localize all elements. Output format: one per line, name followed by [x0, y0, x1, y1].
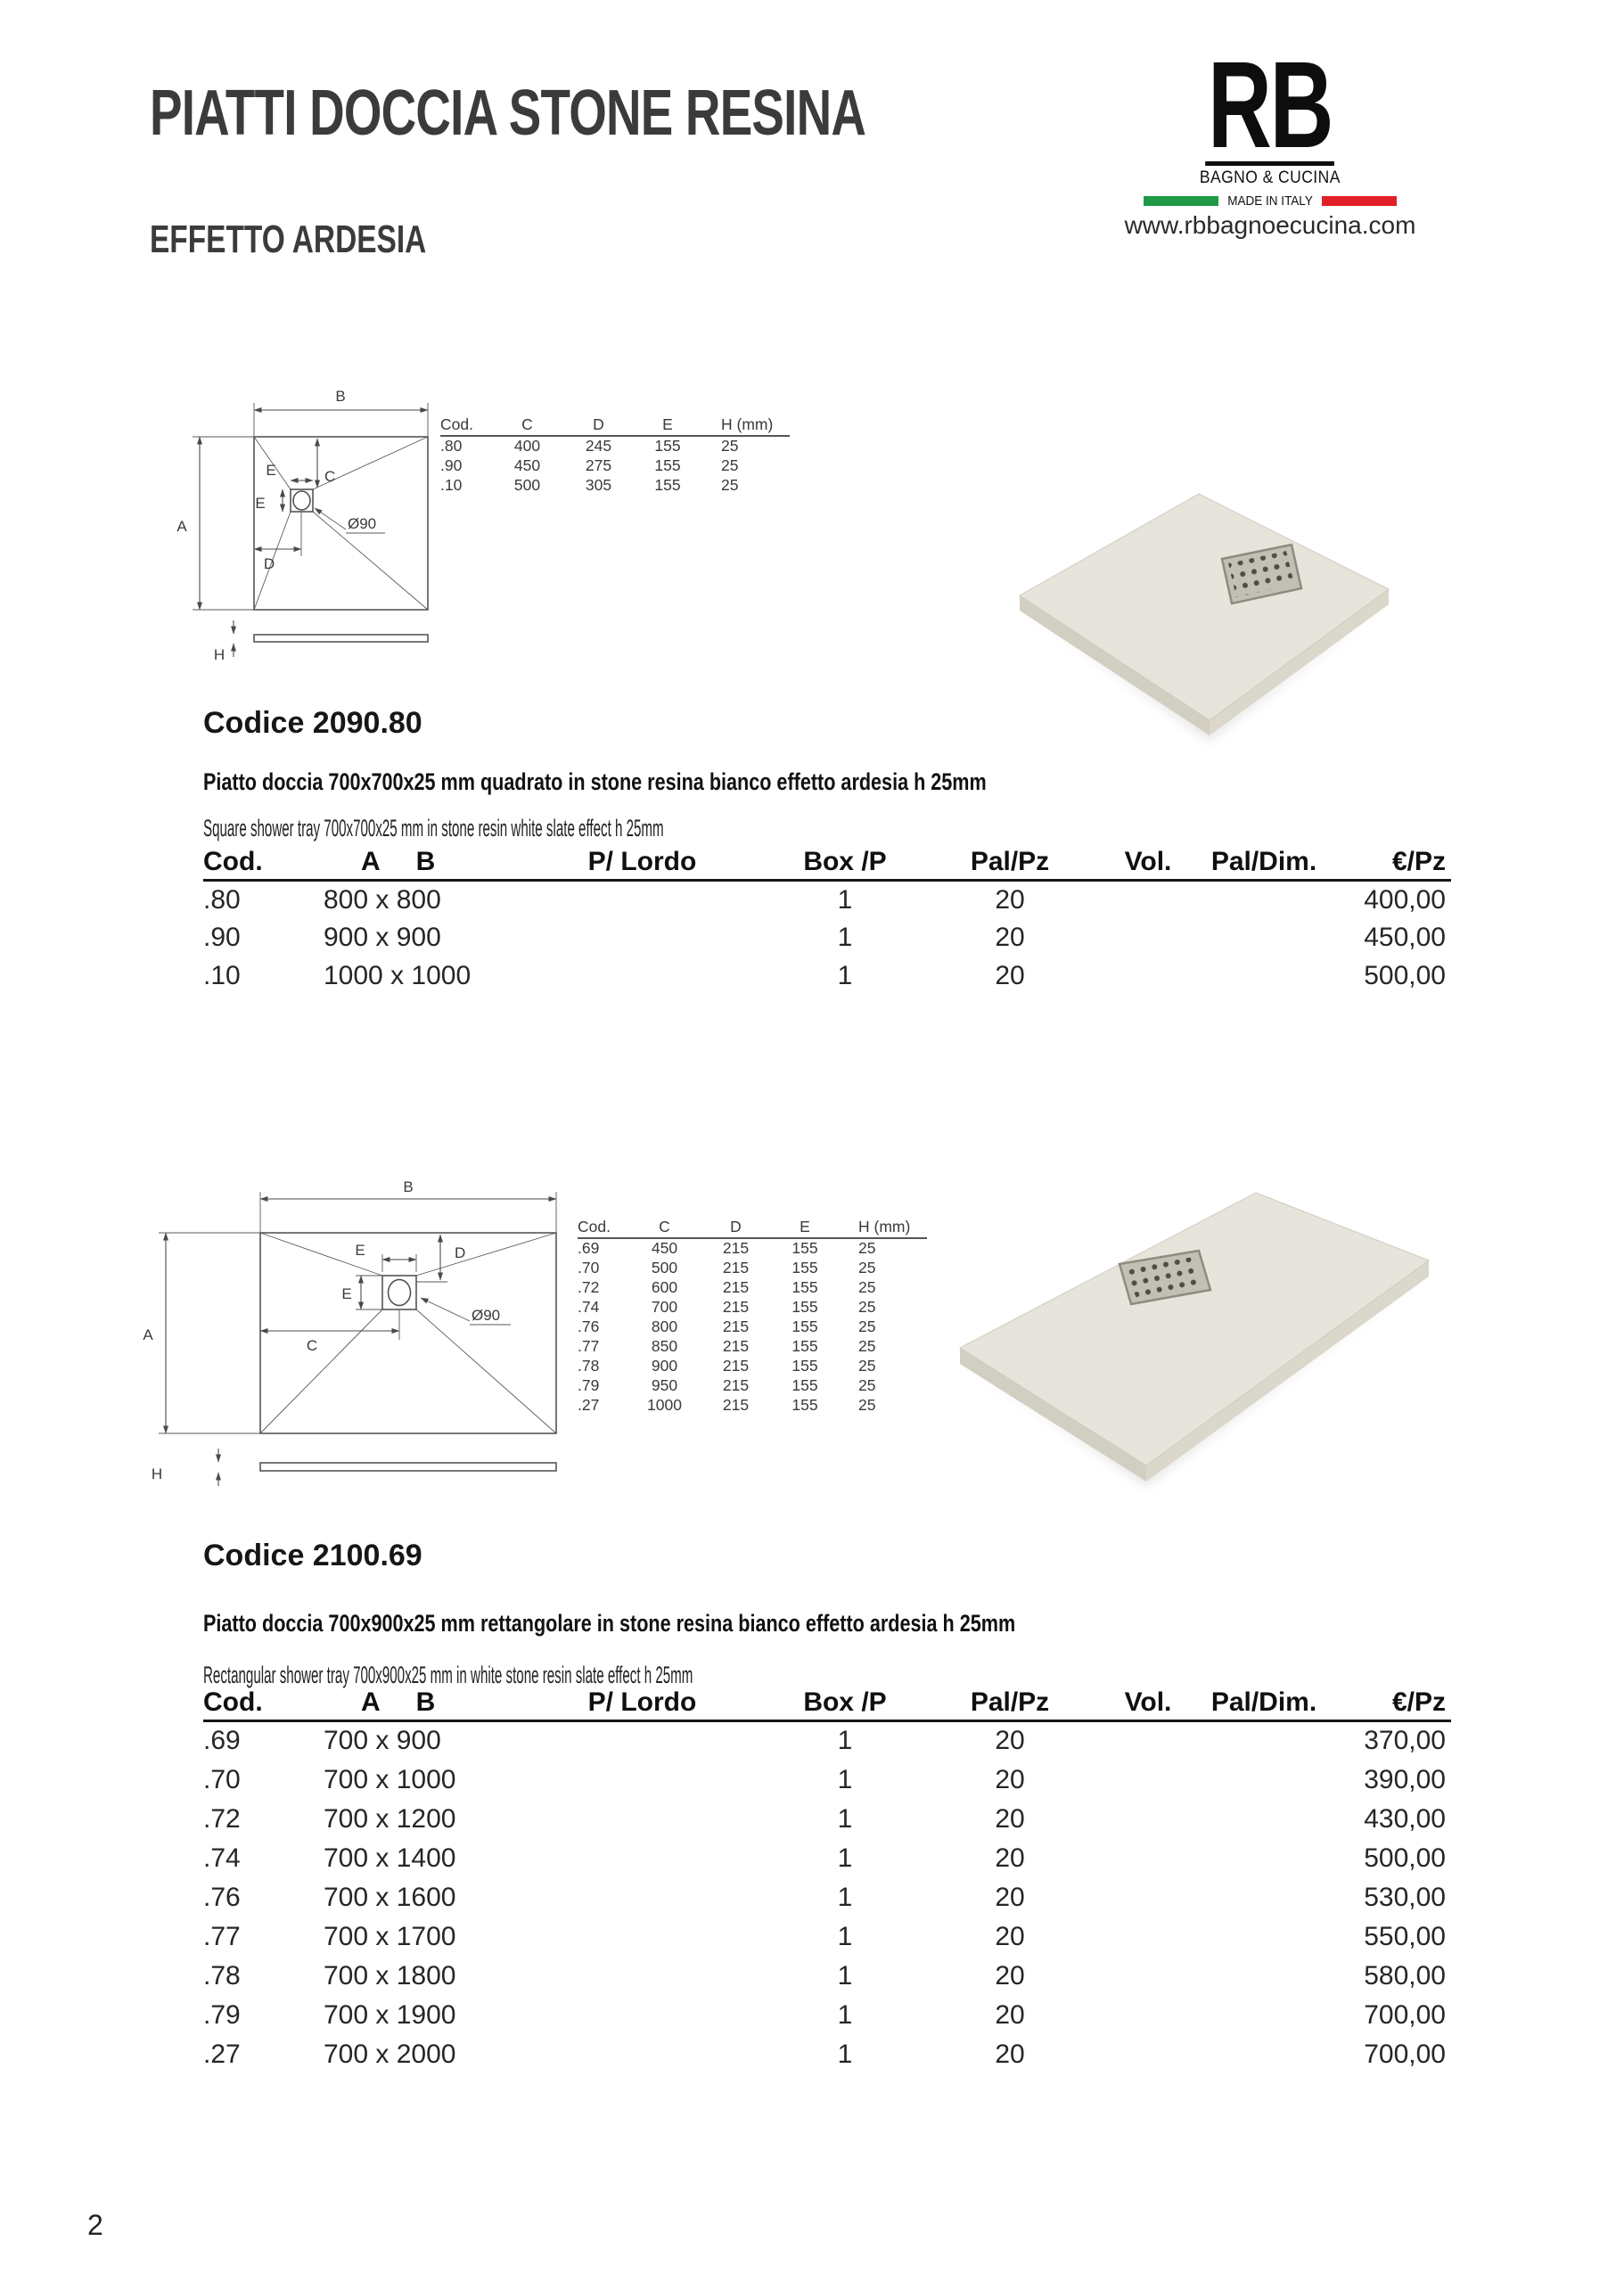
- cell: 850: [651, 1336, 678, 1355]
- cell: 530,00: [1364, 1882, 1446, 1912]
- col-pal-dim: Pal/Dim.: [1210, 847, 1317, 876]
- dim-label-h: H: [151, 1465, 163, 1482]
- cell: 1: [837, 1803, 853, 1834]
- cell: 1: [837, 1999, 853, 2030]
- cell: [1184, 919, 1344, 957]
- cell: [1112, 1878, 1184, 1917]
- cell: 215: [722, 1239, 750, 1257]
- table-row: [203, 1996, 1451, 2035]
- cell: 700,00: [1364, 2039, 1446, 2069]
- col-b: B: [415, 1687, 436, 1717]
- cell: 155: [791, 1258, 818, 1276]
- col-p-lordo: P/ Lordo: [587, 1687, 697, 1717]
- cell: 155: [791, 1239, 818, 1257]
- product-code-heading: Codice 2100.69: [203, 1539, 422, 1572]
- price-header-row: [203, 1686, 1451, 1721]
- col-eur-pz: €/Pz: [1391, 847, 1446, 876]
- cell: 1000 x 1000: [324, 961, 472, 990]
- cell: 20: [995, 2039, 1025, 2069]
- dim-label-e-left: E: [341, 1285, 352, 1302]
- dims-table-body: [578, 1238, 927, 1415]
- col-box-p: Box /P: [803, 1687, 887, 1717]
- product-photo-rect-tray: [940, 1177, 1457, 1533]
- cell: [1112, 1917, 1184, 1957]
- cell: .72: [203, 1803, 241, 1834]
- website-url: www.rbbagnoecucina.com: [1124, 211, 1416, 240]
- cell: [502, 881, 783, 919]
- cell: 20: [995, 1726, 1025, 1756]
- cell: 20: [995, 1803, 1025, 1834]
- cell: 155: [791, 1317, 818, 1335]
- price-table-2090: [203, 845, 1451, 996]
- cell: [1112, 1800, 1184, 1839]
- cell: 1: [837, 1764, 853, 1794]
- cell: .80: [203, 884, 241, 915]
- description-english: Square shower tray 700x700x25 mm in stone resin white slate effect h 25mm: [203, 815, 664, 841]
- table-row: [203, 1800, 1451, 1839]
- col-p-lordo: P/ Lordo: [587, 847, 697, 876]
- cell: .78: [203, 1960, 241, 1991]
- cell: 700 x 1900: [324, 1999, 456, 2030]
- dims-col-h: H (mm): [721, 415, 774, 433]
- cell: .27: [203, 2039, 241, 2069]
- dim-label-e-top: E: [355, 1242, 365, 1259]
- cell: 1: [837, 923, 853, 952]
- cell: .69: [203, 1726, 241, 1756]
- cell: 25: [858, 1258, 876, 1276]
- cell: 25: [721, 456, 739, 474]
- cell: 500: [513, 475, 541, 494]
- cell: .72: [578, 1277, 600, 1296]
- cell: 20: [995, 1960, 1025, 1991]
- col-a: A: [361, 1687, 381, 1717]
- cell: .90: [203, 923, 241, 952]
- cell: [1184, 2035, 1344, 2074]
- price-table-body: [203, 881, 1451, 996]
- cell: 500: [651, 1258, 678, 1276]
- table-row: [578, 1375, 927, 1395]
- cell: 550,00: [1364, 1921, 1446, 1951]
- cell: [1112, 957, 1184, 996]
- cell: .78: [578, 1356, 600, 1375]
- page-title: PIATTI DOCCIA STONE RESINA: [150, 78, 866, 149]
- cell: .10: [440, 475, 463, 494]
- table-row: [578, 1317, 927, 1336]
- table-row: [440, 436, 790, 456]
- cell: [1112, 881, 1184, 919]
- cell: .70: [203, 1764, 241, 1794]
- technical-drawing-square-tray: [160, 382, 463, 676]
- cell: 25: [721, 437, 739, 455]
- dim-label-d: D: [455, 1244, 466, 1261]
- cell: 900: [651, 1356, 678, 1375]
- cell: [1184, 1878, 1344, 1917]
- cell: 800 x 800: [324, 884, 441, 915]
- cell: 25: [858, 1277, 876, 1296]
- cell: 1: [837, 1960, 853, 1991]
- cell: [502, 1917, 783, 1957]
- tray-plan-outline: [254, 437, 428, 610]
- cell: 400: [513, 437, 541, 455]
- made-in-italy-band: [1144, 193, 1397, 209]
- dims-col-cod: Cod.: [578, 1217, 611, 1235]
- cell: [1184, 1839, 1344, 1878]
- table-row: [578, 1297, 927, 1317]
- cell: .79: [203, 1999, 241, 2030]
- cell: [1184, 1761, 1344, 1800]
- cell: 20: [995, 1921, 1025, 1951]
- cell: 25: [858, 1297, 876, 1316]
- dim-label-e-left: E: [255, 495, 266, 512]
- cell: 20: [995, 1843, 1025, 1873]
- cell: [1184, 1800, 1344, 1839]
- dims-col-c: C: [521, 415, 533, 433]
- dims-col-d: D: [593, 415, 604, 433]
- table-row: [578, 1336, 927, 1356]
- cell: 20: [995, 884, 1025, 915]
- col-pal-dim: Pal/Dim.: [1210, 1687, 1317, 1717]
- description-italian: Piatto doccia 700x900x25 mm rettangolare in stone resina bianco effetto ardesia h 25mm: [203, 1610, 1016, 1637]
- table-row: [578, 1277, 927, 1297]
- cell: 390,00: [1364, 1764, 1446, 1794]
- cell: 500,00: [1364, 1843, 1446, 1873]
- cell: 700,00: [1364, 1999, 1446, 2030]
- cell: .74: [203, 1843, 241, 1873]
- dim-label-d: D: [263, 555, 275, 572]
- stone-texture: [960, 1193, 1429, 1465]
- cell: [502, 1996, 783, 2035]
- dim-label-h: H: [213, 646, 226, 663]
- description-english: Rectangular shower tray 700x900x25 mm in white stone resin slate effect h 25mm: [203, 1662, 693, 1688]
- dims-table-body: [440, 436, 790, 495]
- cell: [502, 1721, 783, 1761]
- cell: 155: [654, 437, 681, 455]
- dims-col-e: E: [800, 1217, 810, 1235]
- cell: .80: [440, 437, 463, 455]
- cell: [1184, 1957, 1344, 1996]
- col-a: A: [361, 847, 381, 876]
- brand-logo: [1112, 37, 1428, 240]
- cell: 215: [722, 1356, 750, 1375]
- cell: 1: [837, 961, 853, 990]
- cell: 215: [722, 1395, 750, 1414]
- cell: 25: [858, 1356, 876, 1375]
- cell: [502, 1800, 783, 1839]
- cell: 580,00: [1364, 1960, 1446, 1991]
- dim-label-b: B: [403, 1179, 414, 1195]
- cell: 155: [791, 1297, 818, 1316]
- table-row: [203, 1839, 1451, 1878]
- cell: 450: [651, 1239, 678, 1257]
- cell: 700 x 2000: [324, 2039, 456, 2069]
- page-number: 2: [87, 2209, 103, 2241]
- dims-col-cod: Cod.: [440, 415, 473, 433]
- cell: 20: [995, 1999, 1025, 2030]
- cell: .90: [440, 456, 463, 474]
- table-row: [203, 1721, 1451, 1761]
- table-row: [203, 1761, 1451, 1800]
- cell: .74: [578, 1297, 600, 1316]
- cell: .70: [578, 1258, 600, 1276]
- col-cod: Cod.: [203, 847, 263, 876]
- cell: [502, 1878, 783, 1917]
- col-vol: Vol.: [1124, 847, 1172, 876]
- table-row: [578, 1395, 927, 1415]
- col-cod: Cod.: [203, 1687, 263, 1717]
- description-italian: Piatto doccia 700x700x25 mm quadrato in stone resina bianco effetto ardesia h 25mm: [203, 768, 987, 795]
- col-vol: Vol.: [1124, 1687, 1172, 1717]
- col-a-b: [315, 845, 502, 881]
- cell: [1112, 1721, 1184, 1761]
- cell: 215: [722, 1277, 750, 1296]
- cell: 25: [858, 1375, 876, 1394]
- cell: [1112, 1761, 1184, 1800]
- cell: [502, 1761, 783, 1800]
- cell: 700 x 1000: [324, 1764, 456, 1794]
- col-box-p: Box /P: [803, 847, 887, 876]
- table-row: [578, 1258, 927, 1277]
- cell: [502, 2035, 783, 2074]
- cell: 20: [995, 961, 1025, 990]
- cell: 25: [858, 1395, 876, 1414]
- cell: 600: [651, 1277, 678, 1296]
- cell: 500,00: [1364, 961, 1446, 990]
- cell: [1184, 881, 1344, 919]
- cell: .69: [578, 1239, 600, 1257]
- cell: 155: [791, 1277, 818, 1296]
- flag-green-bar: [1144, 196, 1218, 206]
- cell: 450,00: [1364, 923, 1446, 952]
- cell: 155: [791, 1336, 818, 1355]
- cell: [1112, 2035, 1184, 2074]
- dims-col-c: C: [659, 1217, 670, 1235]
- cell: 215: [722, 1317, 750, 1335]
- product-photo-square-tray: [985, 446, 1413, 749]
- cell: 1: [837, 1882, 853, 1912]
- cell: 275: [585, 456, 612, 474]
- cell: 215: [722, 1258, 750, 1276]
- cell: 700 x 1700: [324, 1921, 456, 1951]
- cell: .10: [203, 961, 241, 990]
- table-row: [203, 957, 1451, 996]
- drain-hole-icon: [389, 1280, 411, 1306]
- cell: 215: [722, 1297, 750, 1316]
- dim-label-a: A: [143, 1326, 153, 1343]
- table-row: [440, 475, 790, 495]
- cell: .77: [578, 1336, 600, 1355]
- cell: 430,00: [1364, 1803, 1446, 1834]
- cell: 900 x 900: [324, 923, 441, 952]
- cell: 700: [651, 1297, 678, 1316]
- cell: 1: [837, 1921, 853, 1951]
- col-a-b: [315, 1686, 502, 1721]
- table-row: [203, 1917, 1451, 1957]
- dimension-table-2100: [578, 1216, 927, 1415]
- dim-label-b: B: [335, 388, 346, 405]
- dims-col-d: D: [730, 1217, 742, 1235]
- dim-label-c: C: [306, 1337, 318, 1354]
- dims-header-row: [578, 1216, 927, 1238]
- cell: .79: [578, 1375, 600, 1394]
- technical-drawing-rect-tray: [134, 1179, 633, 1490]
- cell: [1112, 1839, 1184, 1878]
- cell: [1184, 1917, 1344, 1957]
- cell: [502, 1839, 783, 1878]
- drain-diameter-label: Ø90: [348, 515, 377, 532]
- cell: 155: [791, 1395, 818, 1414]
- price-table-body: [203, 1721, 1451, 2074]
- cell: 245: [585, 437, 612, 455]
- table-row: [203, 1878, 1451, 1917]
- table-row: [578, 1238, 927, 1258]
- price-table-2100: [203, 1686, 1451, 2074]
- dim-label-c: C: [324, 468, 336, 485]
- page-subtitle: EFFETTO ARDESIA: [150, 218, 427, 261]
- cell: .76: [578, 1317, 600, 1335]
- price-header-row: [203, 845, 1451, 881]
- cell: [1184, 957, 1344, 996]
- dims-col-h: H (mm): [858, 1217, 911, 1235]
- cell: [1112, 919, 1184, 957]
- cell: .77: [203, 1921, 241, 1951]
- cell: 155: [791, 1375, 818, 1394]
- dimension-table-2090: [440, 414, 790, 495]
- cell: 700 x 1400: [324, 1843, 456, 1873]
- table-row: [203, 1957, 1451, 1996]
- cell: 1000: [647, 1395, 682, 1414]
- tray-side-view: [260, 1463, 556, 1471]
- dims-header-row: [440, 414, 790, 436]
- cell: 1: [837, 2039, 853, 2069]
- cell: 700 x 900: [324, 1726, 441, 1756]
- col-pal-pz: Pal/Pz: [970, 847, 1050, 876]
- table-row: [203, 2035, 1451, 2074]
- cell: 25: [858, 1317, 876, 1335]
- cell: 370,00: [1364, 1726, 1446, 1756]
- cell: 20: [995, 923, 1025, 952]
- cell: .76: [203, 1882, 241, 1912]
- cell: [1184, 1996, 1344, 2035]
- dim-label-a: A: [176, 518, 187, 535]
- table-row: [578, 1356, 927, 1375]
- dims-col-e: E: [662, 415, 673, 433]
- cell: 25: [858, 1239, 876, 1257]
- logo-monogram: RB: [1206, 52, 1335, 166]
- cell: [1184, 1721, 1344, 1761]
- cell: [502, 919, 783, 957]
- cell: 155: [654, 475, 681, 494]
- cell: 700 x 1200: [324, 1803, 456, 1834]
- cell: 25: [721, 475, 739, 494]
- product-code-heading: Codice 2090.80: [203, 706, 422, 740]
- drain-diameter-label: Ø90: [472, 1307, 501, 1324]
- cell: 400,00: [1364, 884, 1446, 915]
- cell: 155: [791, 1356, 818, 1375]
- cell: 20: [995, 1882, 1025, 1912]
- made-in-label: MADE IN ITALY: [1227, 193, 1313, 209]
- col-eur-pz: €/Pz: [1391, 1687, 1446, 1717]
- table-row: [203, 881, 1451, 919]
- drain-hole-icon: [293, 491, 310, 510]
- col-pal-pz: Pal/Pz: [970, 1687, 1050, 1717]
- cell: 305: [585, 475, 612, 494]
- cell: 950: [651, 1375, 678, 1394]
- stone-texture: [1020, 494, 1389, 720]
- tray-plan-outline: [260, 1233, 556, 1433]
- cell: 215: [722, 1336, 750, 1355]
- cell: 25: [858, 1336, 876, 1355]
- cell: 450: [513, 456, 541, 474]
- cell: 215: [722, 1375, 750, 1394]
- tray-side-view: [254, 635, 428, 642]
- cell: [502, 1957, 783, 1996]
- cell: 700 x 1800: [324, 1960, 456, 1991]
- cell: [1112, 1996, 1184, 2035]
- cell: 1: [837, 884, 853, 915]
- cell: 700 x 1600: [324, 1882, 456, 1912]
- dim-label-e-top: E: [266, 462, 276, 479]
- col-b: B: [415, 847, 436, 876]
- logo-brand-name: BAGNO & CUCINA: [1200, 168, 1341, 188]
- table-row: [203, 919, 1451, 957]
- flag-red-bar: [1322, 196, 1397, 206]
- table-row: [440, 456, 790, 475]
- cell: [1112, 1957, 1184, 1996]
- cell: [502, 957, 783, 996]
- cell: 155: [654, 456, 681, 474]
- cell: 20: [995, 1764, 1025, 1794]
- cell: .27: [578, 1395, 600, 1414]
- cell: 800: [651, 1317, 678, 1335]
- cell: 1: [837, 1843, 853, 1873]
- cell: 1: [837, 1726, 853, 1756]
